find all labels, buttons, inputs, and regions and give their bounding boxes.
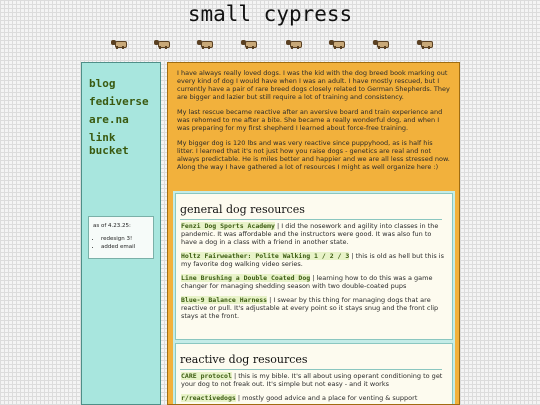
nav-link-link-bucket[interactable]: link bucket — [89, 131, 129, 157]
dog-icon — [111, 38, 127, 49]
intro-text — [177, 69, 451, 178]
reactive-dog-resources-section — [175, 343, 453, 405]
status-date: as of 4.23.25: — [93, 223, 131, 229]
main-content — [167, 62, 460, 405]
resource-link[interactable]: Blue-9 Balance Harness — [181, 296, 268, 304]
nav-link-fediverse[interactable]: fediverse — [89, 95, 149, 108]
resource-entry — [181, 222, 446, 246]
site-title: small cypress — [187, 2, 353, 26]
section-title: reactive dog resources — [180, 353, 442, 370]
sidebar — [81, 62, 161, 405]
dog-icon — [417, 38, 433, 49]
status-list — [93, 235, 149, 251]
resource-description: | I did the nosework and agility into classes in the pandemic. It was affordable and the instructors were good. It was also fun to have a dog in a class with a friend in another state. — [181, 222, 439, 246]
resource-entry — [181, 296, 446, 320]
intro-paragraph: I have always really loved dogs. I was the kid with the dog breed book marking out every kind of dog I would have when I was an adult. I have mostly rescued, but I currently have a pair of rare breed dogs closely related to German Shepherds. They are bigger and lazier but still require a lot of training and consistency. — [177, 69, 450, 101]
update-status-box — [88, 216, 154, 259]
resource-link[interactable]: CARE protocol — [181, 372, 232, 380]
resource-entry — [181, 372, 446, 388]
status-item: • added email — [101, 243, 149, 251]
resource-link[interactable]: Line Brushing a Double Coated Dog — [181, 274, 311, 282]
intro-paragraph: My last rescue became reactive after an aversive board and train experience and was rehomed to me after a bite. She became a really wonderful dog, and when I was preparing for my first shepherd I learned about force-free training. — [177, 108, 443, 132]
resource-link[interactable]: Holtz Fairweather: Polite Walking 1 / 2 / 3 — [181, 252, 350, 260]
nav-link-arena[interactable]: are.na — [89, 113, 129, 126]
dog-icon — [241, 38, 257, 49]
resource-link[interactable]: Fenzi Dog Sports Academy — [181, 222, 275, 230]
resource-entry — [181, 274, 446, 290]
nav-link-blog[interactable]: blog — [89, 77, 116, 90]
pet-icon-strip — [0, 38, 540, 52]
resource-description: | mostly good advice and a place for venting & support — [235, 394, 418, 402]
dog-icon — [286, 38, 302, 49]
resource-description: | I swear by this thing for managing dogs that are reactive or pull. It's adjustable at every point so it stays snug and the front clip stays at the front. — [181, 296, 439, 320]
status-item: • redesign 3! — [101, 235, 149, 243]
dog-icon — [154, 38, 170, 49]
dog-icon — [197, 38, 213, 49]
section-title: general dog resources — [180, 203, 442, 220]
resource-entry — [181, 394, 446, 402]
dog-icon — [329, 38, 345, 49]
resource-link[interactable]: r/reactivedogs — [181, 394, 236, 402]
resource-description: | this is old as hell but this is my favorite dog walking video series. — [181, 252, 444, 268]
resource-entry — [181, 252, 446, 268]
resource-description: | this is my bible. It's all about using operant conditioning to get your dog to not freak out. It's simple but not easy - and it works — [181, 372, 443, 388]
intro-paragraph: My bigger dog is 120 lbs and was very reactive since puppyhood, as is half his litter. I learned that it's not just how you raise dogs - genetics are real and not always predictable. He is miles better and happier and we are all less stressed now. Along the way I have gathered a lot of resources I might as well organize here :) — [177, 139, 450, 171]
dog-icon — [373, 38, 389, 49]
general-dog-resources-section — [175, 193, 453, 340]
resource-description: | learning how to do this was a game changer for managing shedding season with two double-coated pups — [181, 274, 433, 290]
